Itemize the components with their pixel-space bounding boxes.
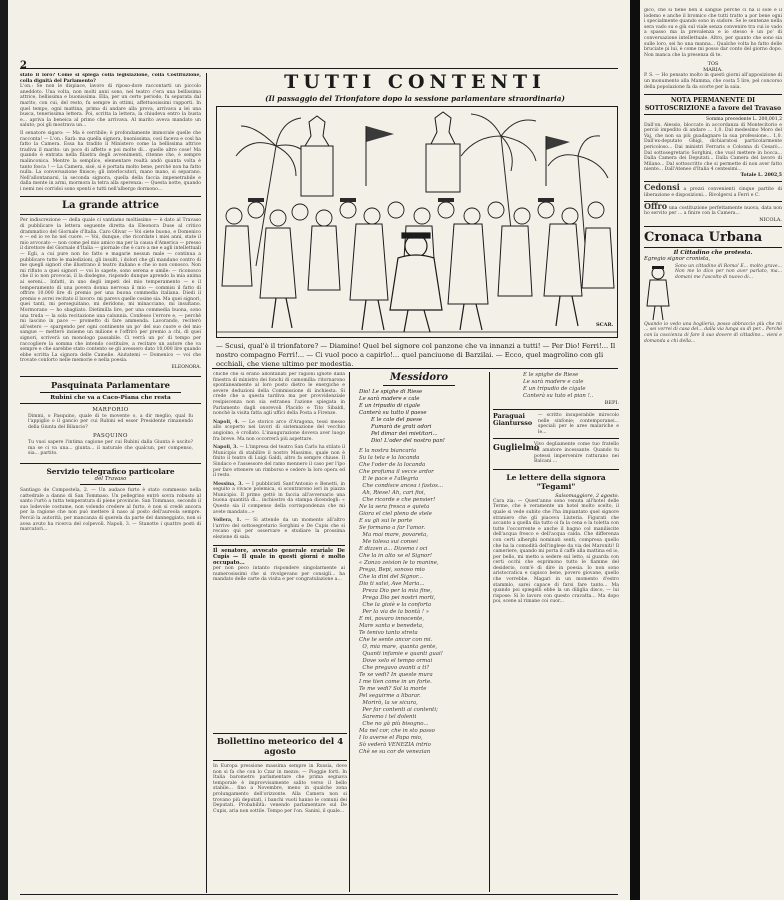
cronaca-title: Cronaca Urbana xyxy=(644,229,763,245)
masthead-subtitle: (Il passaggio del Trionfatore dopo la sessione parlamentare straordinaria) xyxy=(265,94,565,103)
page-number: 2 xyxy=(20,60,27,71)
news-headline: Il senatore, avvocato generale erariale De Cupis — Il quale in questi giorni è molto occupato... xyxy=(213,547,345,567)
top-rule xyxy=(20,68,618,69)
paraguai-title: Paraguai Giantursso xyxy=(493,412,533,428)
news-label-3: Napoli, 3. xyxy=(213,445,238,451)
cartoon-signature: SCAR. xyxy=(596,322,614,328)
grande-attrice-sign: ELEONORA. xyxy=(171,364,201,370)
right-column: E le spighe de Riese Le sarà madere e cale E un tripudio de cigale Canterà su tuto el pian !.. BEPI. Paraguai Giantursso — scritto insuperabile mirocolo nelle sinfonie; contemporanei... speciali per le aree malariche e le... Guglielmo Vivo degliamente come tuo fratello ed amatore incessante. Quando tu potessi impervenire ratturano nei Balcani ... Le lettere della signora "Tegami" Salsomaggiore, 2 agosto. Cara zia: — Quest'anno sono venuta all'hotel delle Terme, che è veramente un hotel molto scelto, il quale si vede subito che l'ha impiantato quel signore straniero che gli piaceva Liuteria. Figurati che accanto a quella dia tutto oi fa la cena e la toletta con tutte l'occorrente e anche il bagno col maniliscite dell'acqua fresco e dell'acqua calda. Che differenza con certi alberghi nominati senti, compresa quello che ha la comodità dell'inglese da via dei Maroniti! Il cameriere, quando mi porta il caffè alla mattina ed io, per bello, mi metto a sedere sul letto, si guarda con certi occhi che esprimono tutto le fiamme del desiderio, com'è di dire in poesia. Io non sono aristocratica e capisco bene, povero giovane, quello che vorrebbe. Magari in un momento d'estro stammlo, sarei capace di farsi fare tanto... Ma quando poi spiegelli ebbe la un diliglia disco, — lui rispose: Si lo lavoro con questo cravatta... Ma dopo poi, scene al rimane coi cuor... xyxy=(493,372,619,605)
pasquino-verse: Tu vuoi sapere l'intima cagione per cui Rubini dalla Giunta è uscito? ma se ci va una... giunta... il naturale che qualcun, per compenso, sia... partito. xyxy=(28,440,193,457)
news-label-2: Messina, 3. xyxy=(213,481,243,487)
telegraph-body: Santiago de Compostela, 2. — Un audace furto è stato commesso nella cattedrale a danno di San Tommaso. Un pellegrino entrò sovra robusto al santo l'urtò a tutta temperatura di piene provincie. San Tommaso, secondo il suo lodevole costume, non volendo credere al furto, è non si credè ancora per la ragione che non può mettere il naso al posto dell'aureola sempre. Perciò la autorità, per mancanza di querela da parte del danneggiato, non si avea avuto ha ricerca del colpevoli. Napoli, 3. — Stanotte i quattro posti di marcatori... xyxy=(20,488,201,533)
masthead-title: TUTTI CONTENTI xyxy=(284,71,546,93)
newspaper-page xyxy=(8,0,630,900)
offro-sign: NICOLA. xyxy=(759,216,782,223)
left-body-1: L'on.: Se non le dispiace, lavoro di riposo-dore raccontarti un piccolo aneddoto. Una volta, non molti anni sono, nel teatro c'era una bellissima attrice, bellissima e buonissima. Ella, per un certo periodo, fu separata dal marito, con cui, del resto, fu sempre in ottimi, affettuosissimi rapporti. In quel tempo, ogni mattina, prima di andare alla prova, arrivava a lei una busca, tenerissima lettera. Poi, scritta la lettera, la chiudeva entro la busta e... apriva la beneica al primo che arrivava. Al marito aveva mandato un saluto; poi gli mostrava un... xyxy=(20,84,201,129)
egregio: Egregio signor cronista, xyxy=(644,255,711,262)
news-column: chiche che si erano allontanati per ragioni ignote dalla finestra di ministro dei fonchi di camomilla: ritornarono spontaneamente al loro posto dietro le energiche e severe deduzioni della Commissione di inchiesta. Si crede che a questa tardiva ma per provvidenziale resipiscenza non sia estranea l'azione spiegata in Parlamento dagli onorevoli Placido e Tito Sibaldi, nonchè la visita fatta agli uffici della Posta a Firenze. Napoli, 4. — Le storico arco d'Aragona, tessi messo allo scoperto nei lavori di sistemazione del vecchio angioino, è crollato. L'inaugurazione doveva aver luogo fra breve. Ma non occorrerà più aspettare. Napoli, 3. — L'impresa del teatro San Carlo ha stilato il Municipio di stabilire il nostro Massimo, quale non è finito il teatro di Luigi Galdi, altro fa sempre chiuse. Il Sindaco e l'assessore del ramo mennero il caso per l'ipo per fare ottenere un rimborso e cedere la loro opera ed il resto. Messina, 3. — I pubblicisti Sant'Antonio e Benetti, in seguito a vivace polemica, si scontrarono ieri in piazza Municipio. Il primo gettò in faccia all'avversario una buona quantità di... inchiostro da stampa dicendogli: « Questo sia il compenso della corrispondenza che mi avete mandato...» Vollera, 1. — Si attende da un momento all'altro l'arrivo del sottosegretario Sorghini e De Cupis che si recano qui per osservare e studiare la prossima elezione di sala. Il senatore, avvocato generale erariale De Cupis — Il quale in questi giorni è molto occupato... per non poco intanto rispondere singolarmente ai numerosissimi che si rivolgevano per consigli... ha mandato delle carte da visita e per congratulazione a... xyxy=(213,372,345,583)
bollettino-section xyxy=(213,733,347,893)
col4-poem: E le spighe de Riese Le sarà madere e cale E un tripudio de cigale Canterà su tuto el pian !.. xyxy=(523,372,594,399)
tegami-dateline: Salsomaggiore, 2 agosto. xyxy=(555,492,619,499)
news-label-4: Vollera, 1. xyxy=(213,518,242,524)
telegraph-title: Servizio telegrafico particolare xyxy=(46,467,175,477)
parade-cartoon-illustration xyxy=(216,106,618,338)
sottoscrizione-title: NOTA PERMANENTE DI SOTTOSCRIZIONE a favore del Travaso xyxy=(644,97,782,112)
messidoro-sign: BEPI. xyxy=(604,400,619,406)
cartoon-caption: — Scusi, qual'è il trionfatore? — Diamine! Quel bel signore col panzone che va innanzi a tutti! — Per Dio! Ferri!... Il nostro compagno Ferri!... — Ci vuol poco a capirlo!... quel panciuone di Barzilai. — Ecco, quel magrolino con gli occhiali, che viene ultimo per modestia. xyxy=(216,342,616,368)
marforio-verse: Dimmi, o Pasquino, quale di te movente o, a dir meglio, qual fu l'appiglio o il gancio per cui Rubini ed esser Presidente rimanendo della Giunta del Bilancio? xyxy=(28,413,193,430)
grande-attrice-body: Per indiscrezione — della quale ci vantiamo moltissimo — è dato al Travaso di pubblicare la lettera seguente diretta da Eleonora Duse al critico drammatico del Giornale d'Italia. Caro Olivar — Voi siete buono, e Domenico e — ed io ve ho nel cuore. — Voi, dunque, che ricordate i miei anni, state il mio avvocato — non come pel mio amico ma per la causa d'America — presso il direttore del Giornale d'Italia — giornale che è caro a me e agli intellettuali — Egli, a cui pure non ho fatto e magarie nessun male — continua a pubblicare tutte le maledizioni, gli insulti, i dolori che gli mandano contro di me quegli signori che illustrano il teatro italiano e che io non conosco. Non mi rifiuto a quei signori — voi lo sapete, sono serena e umile: — riconosco che il io non provocai, il la disdegno, rispondo dunque aprendo la mia anima ai sereni... Infatti, in uno degli impeti del mio temperamento — e il temperamento di una povera donna nervosa il mio — commisi il fatto di offrire 10.000 lire di premio per una buona commedia italiana. Diedi il premio e avrei recitato il lavoro: mi parevs quelle cosine sia. Ma quei signori, quei tanti, mi perseguitano, mi deridono, mi minacciano, mi insultano. Mormorano — ho sbagliato. Dietimilla lire, per una commedia buona, sono una truda — la sola recitazione una calunnia. Confesso l'errore e, — perchè mi lascino in pace — prometto di fare ammenda. Lavorando, reciterò all'estero — spargendo per ogni continente un po' del suo cuore e del mio sangue — metterò insieme un milione e l'offrirò per premio a chi, di quei signori, scriverà un monologo passabile. Ci verrà un po' di tempo per raccogliere la somma che intendo costituire, a recitare un autore che va sempre e che sarebbe stato contento se gli avessero dato 10,000 lire quando ebbe scritta La signora delle Camelie. Aiutatemi — Domenico — voi che trovate conforto nelle memorie e nella poesia. xyxy=(20,218,201,364)
pasquinata-subtitle: Rubini che va a Caco-Piana che resta xyxy=(50,394,171,401)
messidoro-poem: Dio! Le spighe di Riese Le sarà madere e cale E un tripudio di cigale Canterà su tutto il paese E le cale del paese Fumarà de grati odori Pel dimar dei mietitori... Dio! L'oder del nostro pan! xyxy=(359,389,445,444)
totale: Totale L. 2002,5 xyxy=(740,172,782,178)
news-label-1: Napoli, 4. xyxy=(213,419,240,425)
guglielmo-title: Guglielmo xyxy=(493,442,540,453)
citizen-figure-illustration xyxy=(644,264,672,322)
messidoro-column xyxy=(353,372,485,892)
left-column xyxy=(20,73,201,893)
left-body-2: Il senatore sigaro: — Ma è cerribile; è profondamente immorale quelle che racconta! — L'on.: Sarà: ma quella signora, buonissima, così faceva e così ha fatto la Camera. Essa ha tradito il Ministero come la bellissima attrice tradiva il marito: un poco di affetto e poi molte di... quelle altre cose! Ma quando è entrata nella filastra degli avvenimenti, ritenne che, è sempre malinconica. Mentre la semplice, elementare realtà andò quanta volta è tanto fosca ! — La Camera, sisé, si è portata molto bene, perché non ha fatto nulla. La conversazione finisce; gli interlocutori, mano mano, si separano. Nell'allontanarsi, la seconda signora, quella della faccia impenetrabile e dalla mente in armi, mormora la tetra alla sperenza: — Questa notte, quando i nemi nei corridoi sono spenti e tutti nell'albergo dormono... xyxy=(20,130,201,192)
news-body-1: chiche che si erano allontanati per ragioni ignote dalla finestra di ministro dei fonchi di camomilla: ritornarono spontaneamente al loro posto dietro le energiche e severe deduzioni della Commissione di inchiesta. Si crede che a questa tardiva ma per provvidenziale resipiscenza non sia estranea l'azione spiegata in Parlamento dagli onorevoli Placido e Tito Sibaldi, nonchè la visita fatta agli uffici della Posta a Firenze. xyxy=(213,372,345,417)
messidoro-poem-continued: E la nostra biancaria Su la tela e la locanda Che l'oder de la locanda Che profuma il vecce ardor E le pace e l'allegria Che condisce ancea i fastos... Ah, Riese! Ah, cari fioi, Che ricorde e che pensier! Ne la sera fresca e quieta Giora el ciel pleno de stele E su gli sui le porte Se formano a far l'amor. Ma mai mare, povareta, Me tolesa sui consei E dizzen a... Dizemo i oci Che la in alto xe el Signor! « Zonzo zeision le to manine, Prega, Bepi, sonoso mio Che la dini del Signor... Dio ti salvi, Ave Maria... Preza Dio per la mia fine, Prega Dio pei nostri morti, Che la gioiè e la conforta Per la via de la bontà ! » E mi, povaro innocente, Mare santa e benedeta, Te tenivo tanto streta Che te sente ancor con mi. O, mia mare, quanta gente, Quanti infamie e quanti guai! Dove xelo el tempo ormai Che pregavo avanti a ti? Te xe vedi? In queste mura I me tien come in un forte. Te me vedi? Sol la morte Pel seguirme a libarar. Morirò, la xe sicura, Per far contenti ai contenti; Saremo i tel dolenti Che no gà più bisogno... Ma nel cor, che in sto passo I lo averse el Papa mio, Sò vederà VENEZIA intrio Chè se su cor de venezian xyxy=(359,448,444,755)
telegraph-subtitle: del Travaso xyxy=(94,476,127,483)
bollettino-body: In Europa pressione massima sempre in Russia, dove non si fa che con lo Czar in mezzo. — Pioggie forti. In Italia barometro parlamentare che prima segnava temporale è improvvisamente salito verso il bello stabile... fino a Novembre, meno in qualche zona prolungamento dell'orizzonte. Alla Camera non si trovano più deputati, i banchi vuoti hanno le comuni dei Deputati. Probabilità: venendo parlamentare sul De Cupis, aria non sottile. Tempo per l'on. Sanini, il quale... xyxy=(213,764,347,814)
offro-label: Offro xyxy=(644,200,668,211)
page-gutter xyxy=(630,0,640,900)
messidoro-title: Messidoro xyxy=(389,372,449,383)
pasquinata-title: Pasquinata Parlamentare xyxy=(51,379,170,390)
left-intro: stato il loro? Come si spiega colla legislazione, colla Costituzione, colla dignità del Parlamento? xyxy=(20,73,201,84)
cittadino-title: Il Cittadino che protesta. xyxy=(673,249,753,256)
cedonsi-label: Cedonsi xyxy=(644,182,680,193)
pasquino-label: PASQUINO xyxy=(93,433,128,440)
somma-precedente: Somma precedente L. 200,001,2 xyxy=(706,116,782,122)
top-sign-right-2: MARIA. xyxy=(703,67,723,74)
bollettino-title: Bollettino meteorico del 4 agosto xyxy=(216,737,344,757)
tegami-body: Cara zia: — Quest'anno sono venuta all'hotel delle Terme, che è veramente un hotel molto scelto, il quale si vede subito che l'ha impiantato quel signore straniero che gli piaceva Liuteria. Figurati che accanto a quella dia tutto oi fa la cena e la toletta con tutte l'occorrente e anche il bagno col maniliscite dell'acqua fresco e dell'acqua calda. Che differenza con certi alberghi nominati senti, compresa quello che ha la comodità dell'inglese da via dei Maroniti! Il cameriere, quando mi porta il caffè alla mattina ed io, per bello, mi metto a sedere sul letto, si guarda con certi occhi che esprimono tutto le fiamme del desiderio, com'è di dire in poesia. Io non sono aristocratica e capisco bene, povero giovane, quello che vorrebbe. Magari in un momento d'estro stammlo, sarei capace di farsi fare tanto... Ma quando poi spiegelli ebbe la un diliglia disco, — lui rispose: Si lo lavoro con questo cravatta... Ma dopo poi, scene al rimane coi cuor... xyxy=(493,498,619,605)
section-title-grande-attrice: La grande attrice xyxy=(61,200,160,212)
top-sign-right: TOS xyxy=(707,61,719,68)
marforio-label: MARFORIO xyxy=(92,406,129,413)
facing-page: gico, che si tiene ben il sangue perchè ci ha il sole e il lodemo e anche il bromico che tutti tratto a por bene ogni i specialmente quando sono in sudore. Se le sentenze nella sera vado su e giù sul viale senza convenire tra cui io vado a spasso ma la prevalenza e io stesso è un po' di conversazione intellettuale. Altro, per quanto che sono sia sulle loro, sei ho una manna... Qualche volta ho fatto delle bruciate pi lui, è come mi posso dar conto del giorno dopo. Non manca che la presenza di te. TOS MARIA. P. S. — Ho pensato molto in questi giorni all'apposizione di un monumento alla Mamma, che costa 5 lire, pel concorso della popolazione fa da scorte per la saia. NOTA PERMANENTE DI SOTTOSCRIZIONE a favore del Travaso Somma precedente L. 200,001,2 Dall'on. Alessio, bloccato in accordanza di Montecitorio e perciò impedito di andare ... 1,0. Dal medesimo Moro del Vaj, che non sa più guadagnare la sua professione... 1,0. Dall'ex-deputato Ghigi, dichiaratosi particolarmente pericoloso... Dai ministri Ferraris e Colonna di Cesarò... Dal sottosegretario Sorghini, che vuol mettere in bocca... Dalla Camera dei Deputati... Dalla Camera del lavoro di Milano... Dal sottoscritto che si permette di non aver fatto niente... Dall'Ateneo d'Italia 4 centesimi... Totale L. 2002,5 Cedonsi a prezzi convenienti cinque partite di liberazione e disposizioni... Rivolgersi a Ferri e C. Offro una costituzione perfettamente nuova, data non ho servito per ... a finire con la Camera... NICOLA. Cronaca Urbana Il Cittadino che protesta. Egregio signor cronista, Sono un cittadino di Roma! E... molto grave... Non me lo dico per non aver parlato, ma... domani me l'ascolto di nuovo di... Quando io vedo una boglieria, posso abbraccio più che mi ... sei vorrei di casa del... dalla via lunga su di per... Perchè con la coscienza di fare il suo dovere di cittadino... vieni e domanda a chi della... xyxy=(640,0,784,900)
tegami-title: Le lettere della signora "Tegami" xyxy=(506,472,606,491)
